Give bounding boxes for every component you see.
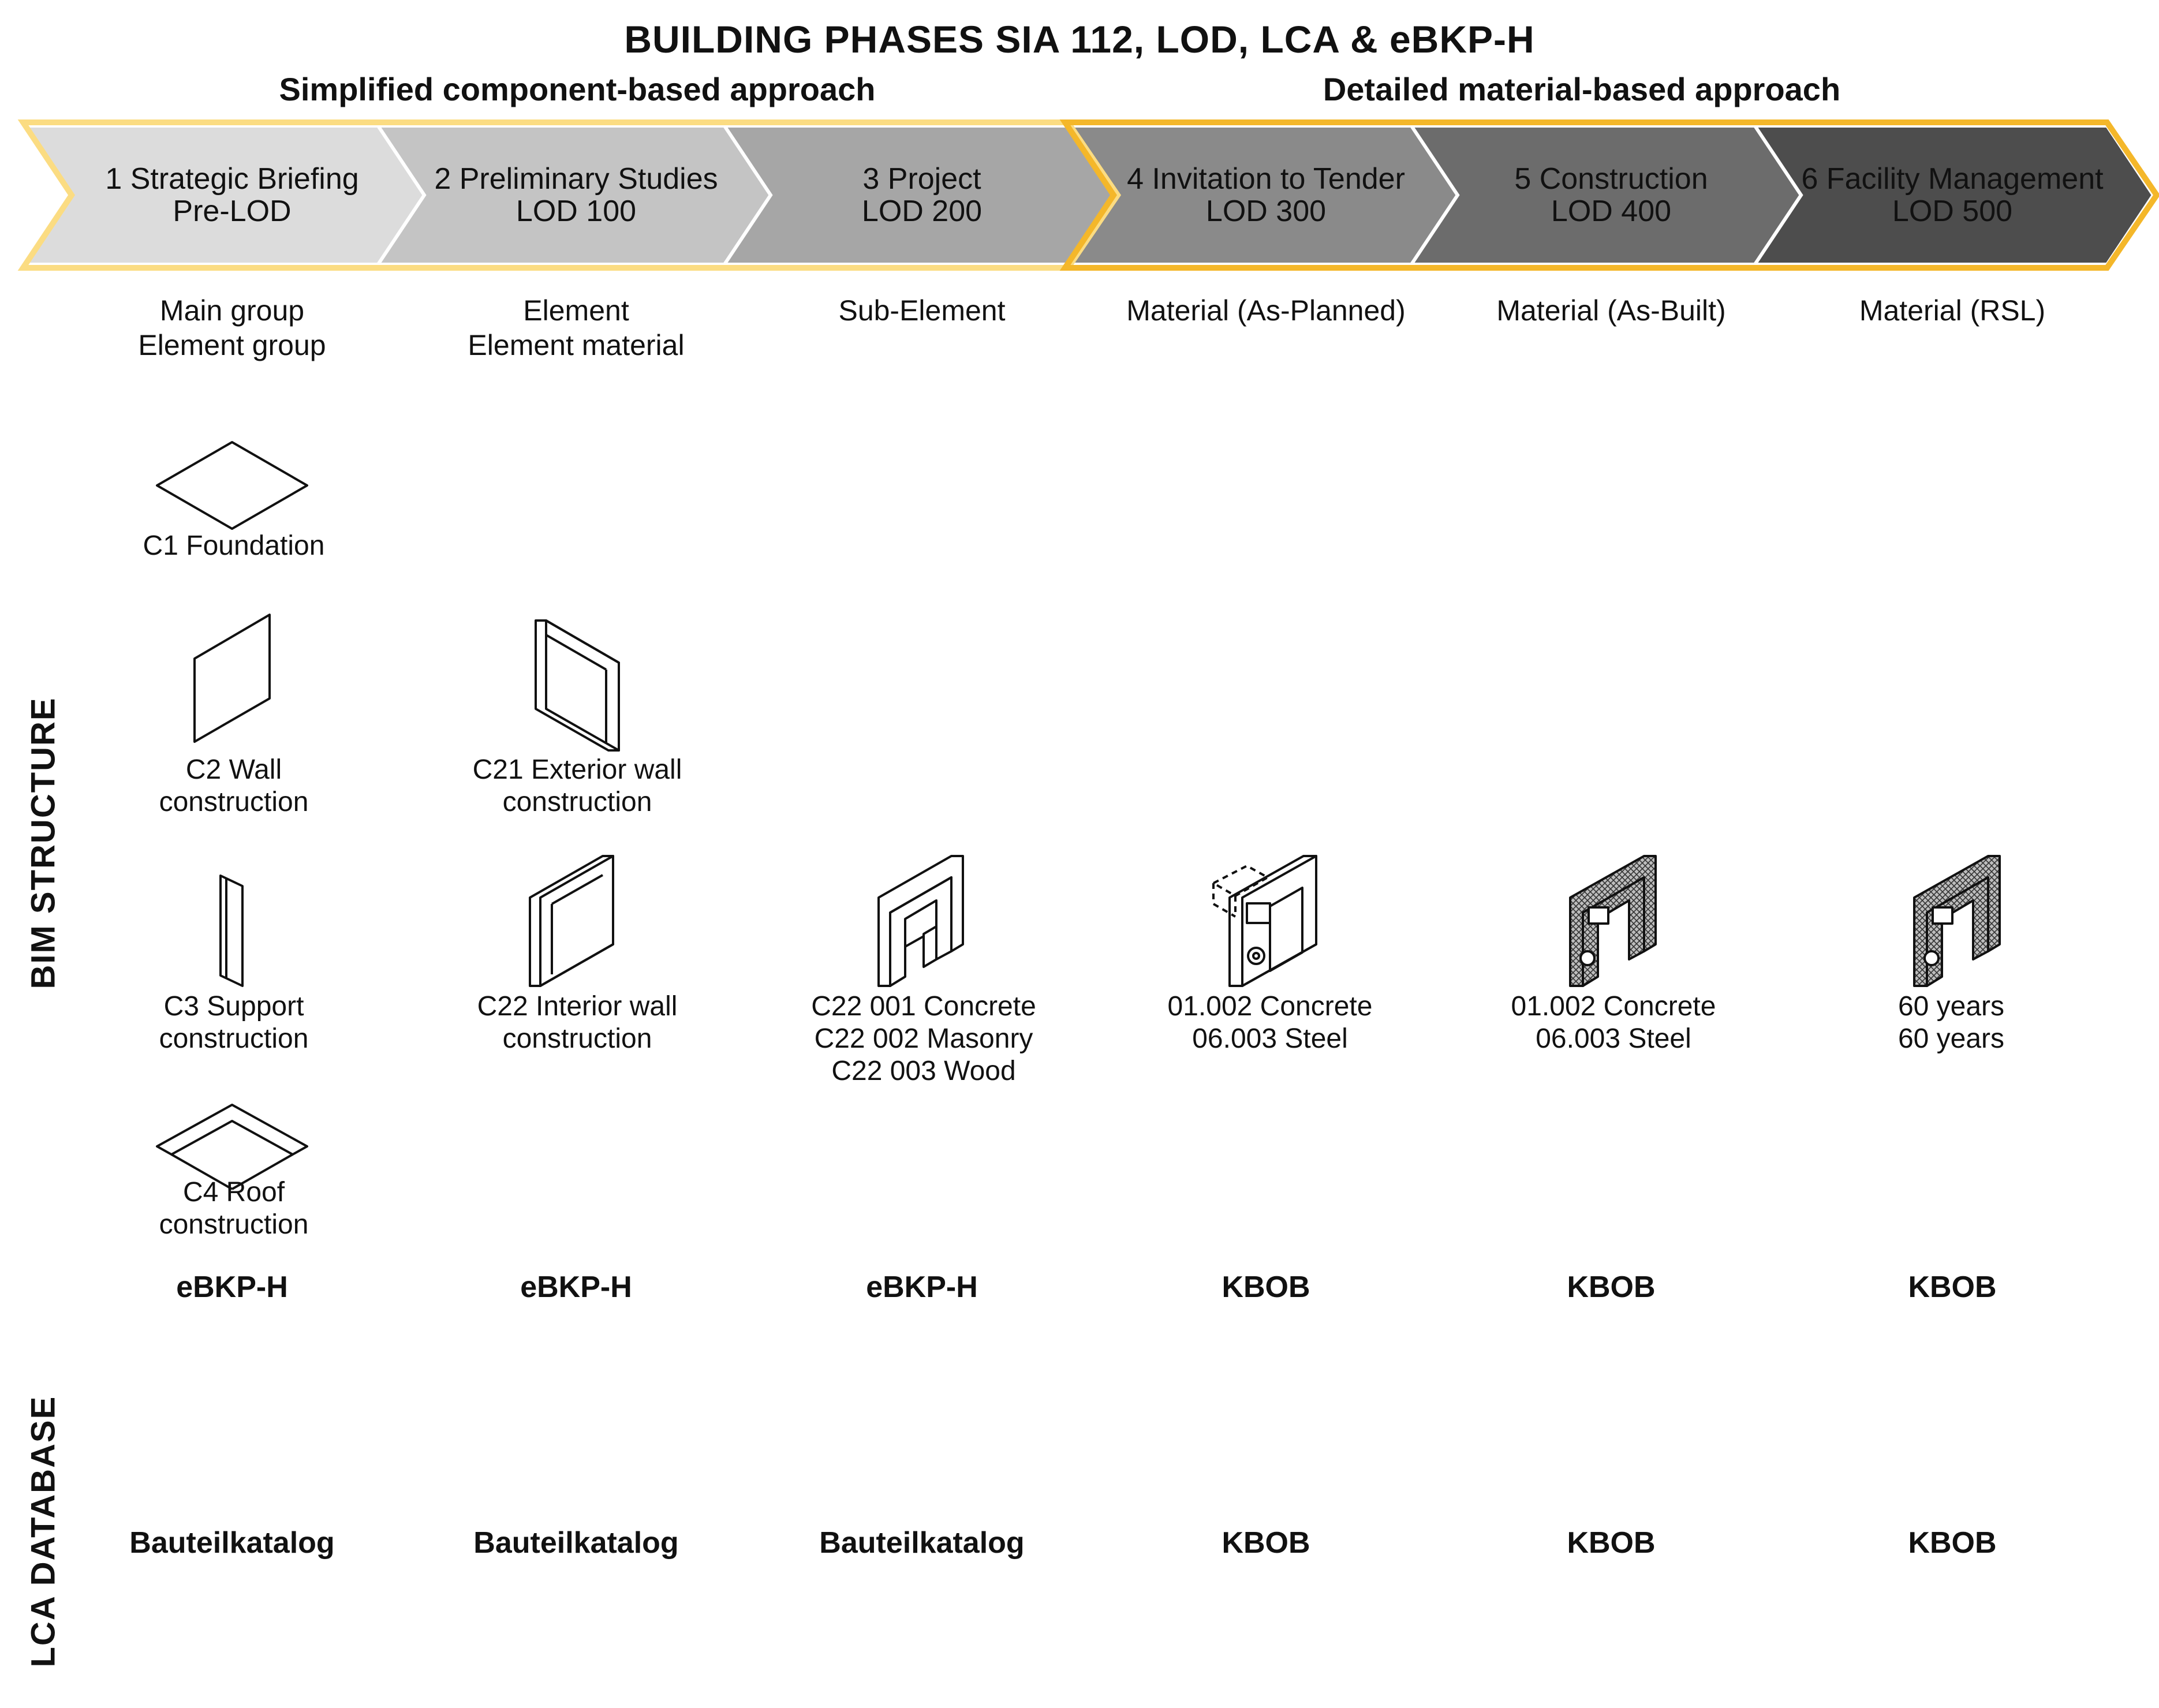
classification-6: KBOB [1908,1270,1997,1304]
phase-lod: LOD 100 [516,195,637,228]
box-wall-icon [536,621,619,750]
wall-panel-icon [195,615,270,742]
phase-lod: LOD 200 [861,195,983,228]
phase-label-1 [59,163,405,227]
service-life-list: 60 years 60 years [1897,991,2005,1054]
meshed-wall-icon [1914,856,2000,986]
exploded-wall-icon [1213,856,1316,986]
phase-level-3: Sub-Element [838,294,1006,327]
c21-label: C21 Exterior wall construction [472,754,682,817]
phase-level-1: Main group Element group [138,294,326,361]
classification-2: eBKP-H [520,1270,632,1304]
phase-lod: LOD 500 [1892,195,2013,228]
sub-element-list: C22 001 Concrete C22 002 Masonry C22 003 Wood [811,991,1036,1086]
phase-label-3 [749,163,1095,227]
u-wall-icon [879,856,963,986]
phase-name: 6 Facility Management [1801,162,2104,196]
phase-label-4 [1093,163,1439,227]
classification-5: KBOB [1567,1270,1656,1304]
detailed-approach-label: Detailed material-based approach [1323,71,1841,107]
classification-4: KBOB [1222,1270,1310,1304]
phase-label-5 [1438,163,1784,227]
phase-label-6 [1779,163,2126,227]
materials-built-list: 01.002 Concrete 06.003 Steel [1511,991,1716,1054]
c2-label: C2 Wall construction [159,754,309,817]
phase-name: 2 Preliminary Studies [434,162,718,196]
c1-label: C1 Foundation [143,530,325,561]
lca-database-2: Bauteilkatalog [473,1526,679,1560]
c3-label: C3 Support construction [159,991,309,1054]
box-wall-icon [530,856,613,986]
simplified-approach-label: Simplified component-based approach [279,71,876,107]
thin-support-icon [221,876,242,986]
materials-planned-list: 01.002 Concrete 06.003 Steel [1167,991,1373,1054]
diagram-title: BUILDING PHASES SIA 112, LOD, LCA & eBKP-H [624,18,1535,61]
phase-level-5: Material (As-Built) [1496,294,1726,327]
phase-name: 3 Project [862,162,981,196]
meshed-wall-icon [1570,856,1656,986]
lca-database-4: KBOB [1222,1526,1310,1560]
c22-label: C22 Interior wall construction [477,991,678,1054]
phase-level-6: Material (RSL) [1859,294,2046,327]
phase-lod: LOD 400 [1551,195,1672,228]
lca-database-5: KBOB [1567,1526,1656,1560]
classification-3: eBKP-H [866,1270,978,1304]
lca-database-3: Bauteilkatalog [819,1526,1025,1560]
phase-name: 4 Invitation to Tender [1127,162,1405,196]
phase-level-2: Element Element material [468,294,685,361]
bim-structure-label: BIM STRUCTURE [24,697,62,989]
phase-lod: Pre-LOD [173,195,292,228]
c4-label: C4 Roof construction [159,1177,309,1240]
phase-label-2 [403,163,749,227]
lca-database-label: LCA DATABASE [24,1395,62,1668]
phase-level-4: Material (As-Planned) [1126,294,1406,327]
phase-lod: LOD 300 [1205,195,1327,228]
diamond-slab-icon [157,442,307,529]
phase-name: 5 Construction [1514,162,1708,196]
phase-name: 1 Strategic Briefing [105,162,359,196]
lca-database-6: KBOB [1908,1526,1997,1560]
lca-database-1: Bauteilkatalog [129,1526,335,1560]
classification-1: eBKP-H [176,1270,288,1304]
